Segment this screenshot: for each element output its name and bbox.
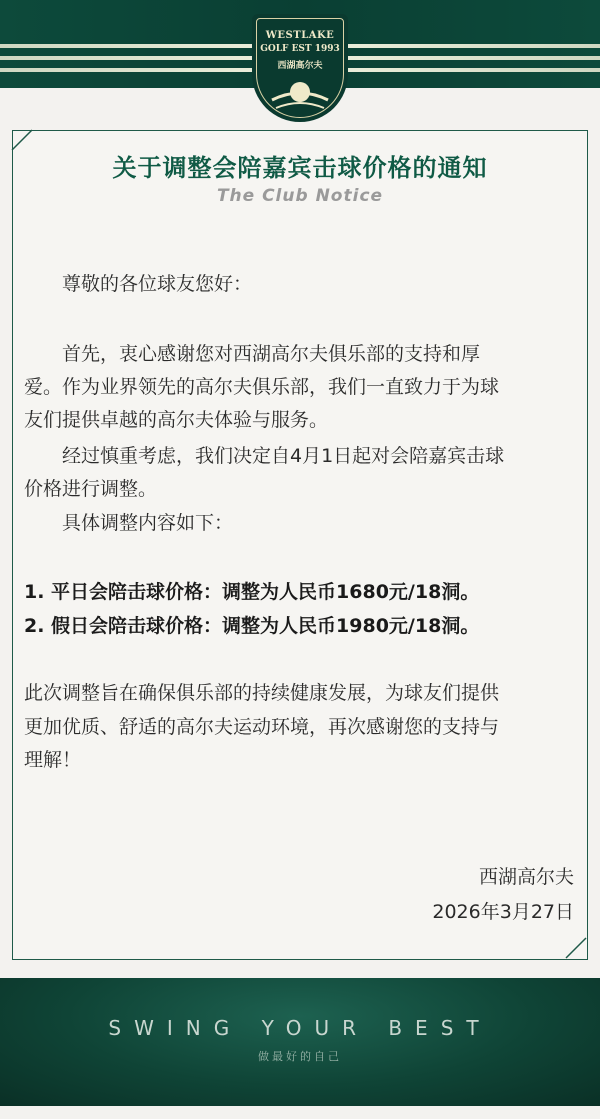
logo-text-cn: 西湖高尔夫	[277, 61, 323, 71]
golf-ball-icon	[252, 14, 348, 122]
paragraph-3: 具体调整内容如下：	[24, 512, 234, 534]
paragraph-1-line-1: 首先，衷心感谢您对西湖高尔夫俱乐部的支持和厚	[24, 343, 481, 365]
notice-title: 关于调整会陪嘉宾击球价格的通知	[112, 154, 488, 182]
paragraph-1-line-3: 友们提供卓越的高尔夫体验与服务。	[24, 409, 329, 431]
logo-text-westlake: WESTLAKE	[265, 30, 335, 41]
closing-line-3: 理解！	[24, 749, 82, 771]
greeting-text: 尊敬的各位球友您好：	[62, 273, 253, 295]
notice-date: 2026年3月27日	[432, 901, 574, 923]
price-item-weekday: 1. 平日会陪击球价格：调整为人民币1680元/18洞。	[24, 581, 480, 603]
footer-slogan: SWING YOUR BEST	[108, 1016, 492, 1040]
paragraph-1-line-2: 爱。作为业界领先的高尔夫俱乐部，我们一直致力于为球	[24, 376, 500, 398]
logo-text-golf: GOLF EST 1993	[260, 44, 340, 54]
footer-slogan-cn: 做最好的自己	[258, 1050, 342, 1063]
notice-subtitle: The Club Notice	[216, 186, 384, 206]
closing-line-2: 更加优质、舒适的高尔夫运动环境，再次感谢您的支持与	[24, 716, 500, 738]
westlake-golf-logo	[252, 14, 348, 122]
paragraph-2-line-2: 价格进行调整。	[24, 478, 158, 500]
footer-banner	[0, 978, 600, 1106]
greeting	[24, 268, 576, 301]
signature: 西湖高尔夫	[478, 866, 574, 888]
price-item-holiday: 2. 假日会陪击球价格：调整为人民币1980元/18洞。	[24, 615, 480, 637]
notice-card	[12, 130, 588, 960]
paragraph-2-line-1: 经过慎重考虑，我们决定自4月1日起对会陪嘉宾击球	[24, 445, 505, 467]
closing-line-1: 此次调整旨在确保俱乐部的持续健康发展，为球友们提供	[24, 682, 500, 704]
